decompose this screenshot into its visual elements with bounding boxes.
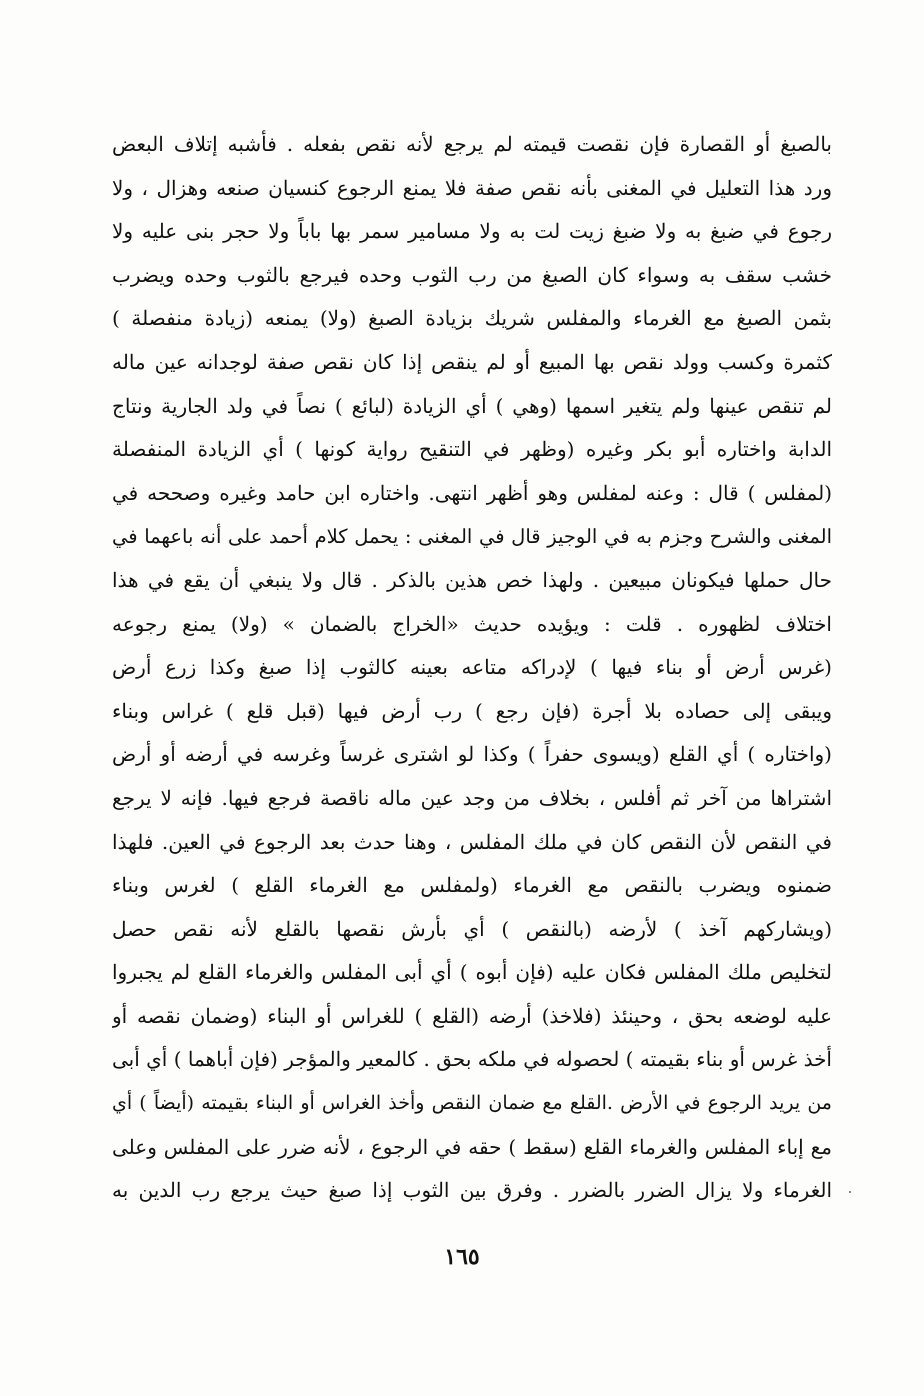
- text-line: (غرس أرض أو بناء فيها ) لإدراكه متاعه بعينه كالثوب إذا صبغ وكذا زرع أرض: [112, 655, 832, 680]
- text-line: اختلاف لظهوره . قلت : ويؤيده حديث «الخراج بالضمان » (ولا) يمنع رجوعه: [112, 611, 832, 636]
- text-line: الدابة واختاره أبو بكر وغيره (وظهر في التنقيح رواية كونها ) أي الزيادة المنفصلة: [112, 437, 832, 462]
- scan-speck: [849, 1191, 851, 1193]
- text-line: كثمرة وكسب وولد نقص بها المبيع أو لم ينقص إذا كان نقص صفة لوجدانه عين ماله: [112, 349, 832, 374]
- page-number: ١٦٥: [444, 1244, 480, 1270]
- text-line: ضمنوه ويضرب بالنقص مع الغرماء (ولمفلس مع الغرماء القلع ) لغرس وبناء: [112, 873, 832, 898]
- text-line: ورد هذا التعليل في المغنى بأنه نقص صفة فلا يمنع الرجوع كنسيان صنعه وهزال ، ولا: [112, 175, 832, 200]
- text-line: من يريد الرجوع في الأرض .القلع مع ضمان النقص وأخذ الغراس أو البناء بقيمته (أيضاً ) أي: [112, 1092, 832, 1115]
- text-line: في النقص لأن النقص كان في ملك المفلس ، وهنا حدث بعد الرجوع في العين. فلهذا: [112, 829, 832, 854]
- text-line: (واختاره ) أي القلع (ويسوى حفراً ) وكذا لو اشترى غرساً وغرسه في أرضه أو أرض: [112, 742, 832, 767]
- text-line: حال حملها فيكونان مبيعين . ولهذا خص هذين بالذكر . قال ولا ينبغي أن يقع في هذا: [112, 567, 832, 592]
- text-line: مع إباء المفلس والغرماء القلع (سقط ) حقه في الرجوع ، لأنه ضرر على المفلس وعلى: [112, 1134, 832, 1159]
- text-line: ويبقى إلى حصاده بلا أجرة (فإن رجع ) رب أرض فيها (قبل قلع ) غراس وبناء: [112, 698, 832, 723]
- text-line: بالصبغ أو القصارة فإن نقصت قيمته لم يرجع لأنه نقص بفعله . فأشبه إتلاف البعض: [112, 132, 832, 156]
- text-line: (ويشاركهم آخذ ) لأرضه (بالنقص ) أي بأرش نقصها بالقلع لأنه نقص حصل: [112, 916, 832, 941]
- text-line: لم تنقص عينها ولم يتغير اسمها (وهي ) أي الزيادة (لبائع ) نصاً في ولد الجارية ونتاج: [112, 393, 832, 418]
- text-line: رجوع في ضبغ به ولا ضبغ زيت لت به ولا مسامير سمر بها باباً ولا حجر بنى عليه ولا: [112, 219, 832, 244]
- text-line: المغنى والشرح وجزم به في الوجيز قال في المغنى : يحمل كلام أحمد على أنه باعهما في: [112, 525, 832, 549]
- body-text: [112, 123, 832, 1213]
- text-line: عليه لوضعه بحق ، وحينئذ (فلاخذ) أرضه (القلع ) للغراس أو البناء (وضمان نقصه أو: [112, 1003, 832, 1028]
- text-line: (لمفلس ) قال : وعنه لمفلس وهو أظهر انتهى. واختاره ابن حامد وغيره وصححه في: [112, 480, 832, 505]
- text-line: الغرماء ولا يزال الضرر بالضرر . وفرق بين الثوب إذا صبغ حيث يرجع رب الدين به: [112, 1178, 832, 1203]
- text-line: خشب سقف به وسواء كان الصبغ من رب الثوب وحده فيرجع بالثوب وحده ويضرب: [112, 262, 832, 287]
- text-line: بثمن الصبغ مع الغرماء والمفلس شريك بزيادة الصبغ (ولا) يمنعه (زيادة منفصلة ): [112, 306, 832, 331]
- text-line: أخذ غرس أو بناء بقيمته ) لحصوله في ملكه بحق . كالمعير والمؤجر (فإن أباهما ) أي أبى: [112, 1047, 832, 1072]
- text-line: لتخليص ملك المفلس فكان عليه (فإن أبوه ) أي أبى المفلس والغرماء القلع لم يجبروا: [112, 960, 832, 985]
- text-line: اشتراها من آخر ثم أفلس ، بخلاف من وجد عين ماله ناقصة فرجع فيها. فإنه لا يرجع: [112, 785, 832, 810]
